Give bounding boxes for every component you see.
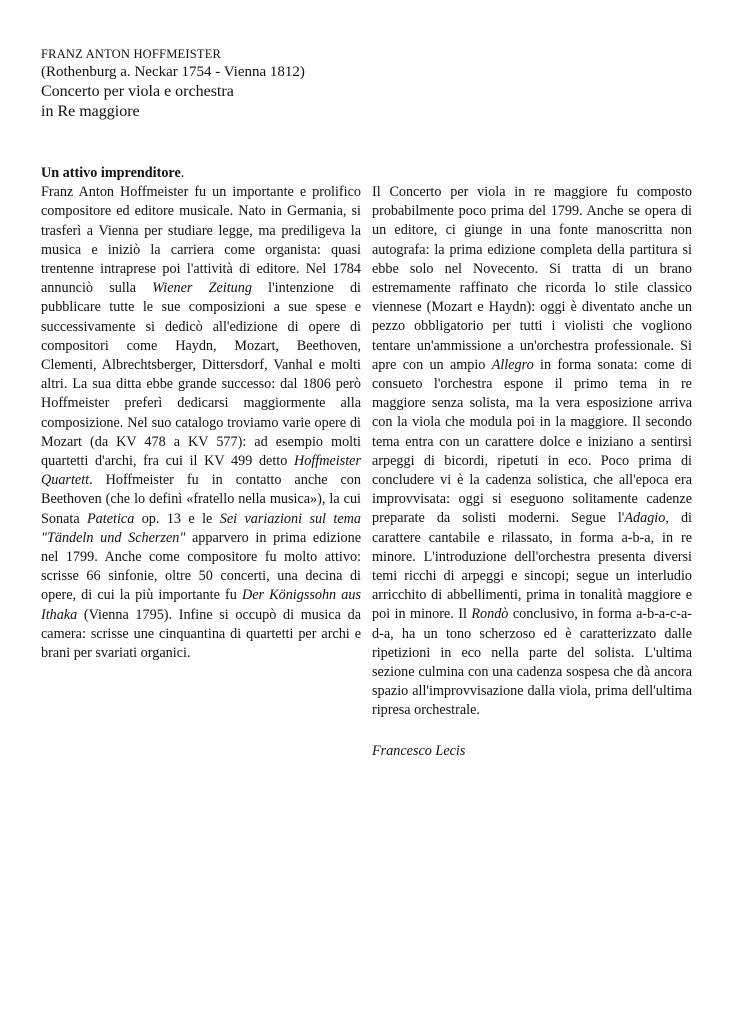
section-heading-text: Un attivo imprenditore: [41, 165, 181, 181]
left-text-3: . Hoffmeister fu in contatto anche con Beethoven (che lo definì «fratello nella musica»), la cui Sonata: [41, 472, 361, 527]
right-text-2: in forma sonata: come di consueto l'orchestra espone il primo tema in re maggiore senza solista, ma la vera esposizione arriva con la viola che modula poi in la maggiore. Il secondo tema entra con un carattere dolce e iniziano a sentirsi arpeggi di bicordi, ripetuti in eco. Poco prima di concludere vi è la cadenza solistica, che all'epoca era improvvisata: oggi si eseguono solitamente cadenze preparate da solisti moderni. Segue l': [372, 356, 692, 527]
right-text-1: Il Concerto per viola in re maggiore fu composto probabilmente poco prima del 1799. Anche se opera di un editore, ci giunge in una fonte manoscritta non autografa: la prima edizione completa della partitura si ebbe solo nel Novecento. Si tratta di un brano estremamente raffinato che ricorda lo stile classico viennese (Mozart e Haydn): oggi è diventato anche un pezzo obbligatorio per tutti i violisti che vogliono tentare un'ammissione a un'orchestra professionale. Si apre con un ampio: [372, 184, 692, 373]
composer-dates: (Rothenburg a. Neckar 1754 - Vienna 1812): [41, 64, 305, 80]
right-body-paragraph: [372, 183, 692, 721]
left-italic-3: Patetica: [87, 510, 135, 527]
right-italic-2: Adagio: [624, 510, 666, 527]
work-title-line2: in Re maggiore: [41, 102, 140, 120]
left-italic-2: Hoffmeister Quartett: [41, 453, 361, 489]
section-heading: [41, 164, 361, 183]
left-text-2: l'intenzione di pubblicare tutte le sue composizioni a sue spese e successivamente si dedicò all'edizione di opere di compositori come Haydn, Mozart, Beethoven, Clementi, Albrechtsberger, Dittersdorf, Vanhal e molti altri. La sua ditta ebbe grande successo: dal 1806 però Hoffmeister preferì dedicarsi maggiormente alla composizione. Nel suo catalogo troviamo varie opere di Mozart (da KV 478 a KV 577): ad esempio molti quartetti d'archi, fra cui il KV 499 detto: [41, 280, 361, 470]
left-column: [41, 164, 361, 663]
right-text-3: , di carattere cantabile e rilassato, in forma a-b-a, in re minore. L'introduzione dell'orchestra presenta diversi temi ricchi di arpeggi e sincopi; segue un interludio arricchito di abbellimenti, prima in tonalità maggiore e poi in minore. Il: [372, 510, 692, 623]
left-text-1: Franz Anton Hoffmeister fu un importante e prolifico compositore ed editore musicale. Nato in Germania, si trasferì a Vienna per studiare legge, ma prediligeva la musica e iniziò la carriera come organista: quasi trentenne intraprese poi l'attività di editore. Nel 1784 annunciò sulla: [41, 184, 361, 297]
left-body-paragraph: [41, 183, 361, 663]
left-text-4: op. 13 e le: [134, 510, 220, 527]
work-title-line1: Concerto per viola e orchestra: [41, 83, 234, 100]
right-italic-1: Allegro: [491, 356, 534, 373]
left-text-5: apparvero in prima edizione nel 1799. Anche come compositore fu molto attivo: scrisse 66 sinfonie, oltre 50 concerti, una decina di opere, di cui la più importante fu: [41, 529, 361, 604]
right-text-4: conclusivo, in forma a-b-a-c-a-d-a, ha un tono scherzoso ed è caratterizzato dalle ripetizioni in eco nella parte del solista. L'ultima sezione culmina con una cadenza sospesa che dà ancora spazio all'improvvisazione dalla viola, prima dell'ultima ripresa orchestrale.: [372, 606, 692, 719]
left-italic-1: Wiener Zeitung: [152, 280, 252, 297]
section-heading-punct: .: [180, 165, 185, 181]
left-text-6: (Vienna 1795). Infine si occupò di musica da camera: scrisse une cinquantina di quartetti per archi e brani per svariati organici.: [41, 606, 361, 662]
author-signature: Francesco Lecis: [372, 742, 466, 759]
left-italic-4: Sei variazioni sul tema "Tändeln und Scherzen": [41, 510, 361, 546]
composer-name: FRANZ ANTON HOFFMEISTER: [41, 47, 222, 61]
right-italic-3: Rondò: [471, 606, 509, 623]
left-italic-5: Der Königssohn aus Ithaka: [41, 587, 361, 623]
page-header: [41, 46, 441, 121]
right-column: [372, 183, 692, 761]
